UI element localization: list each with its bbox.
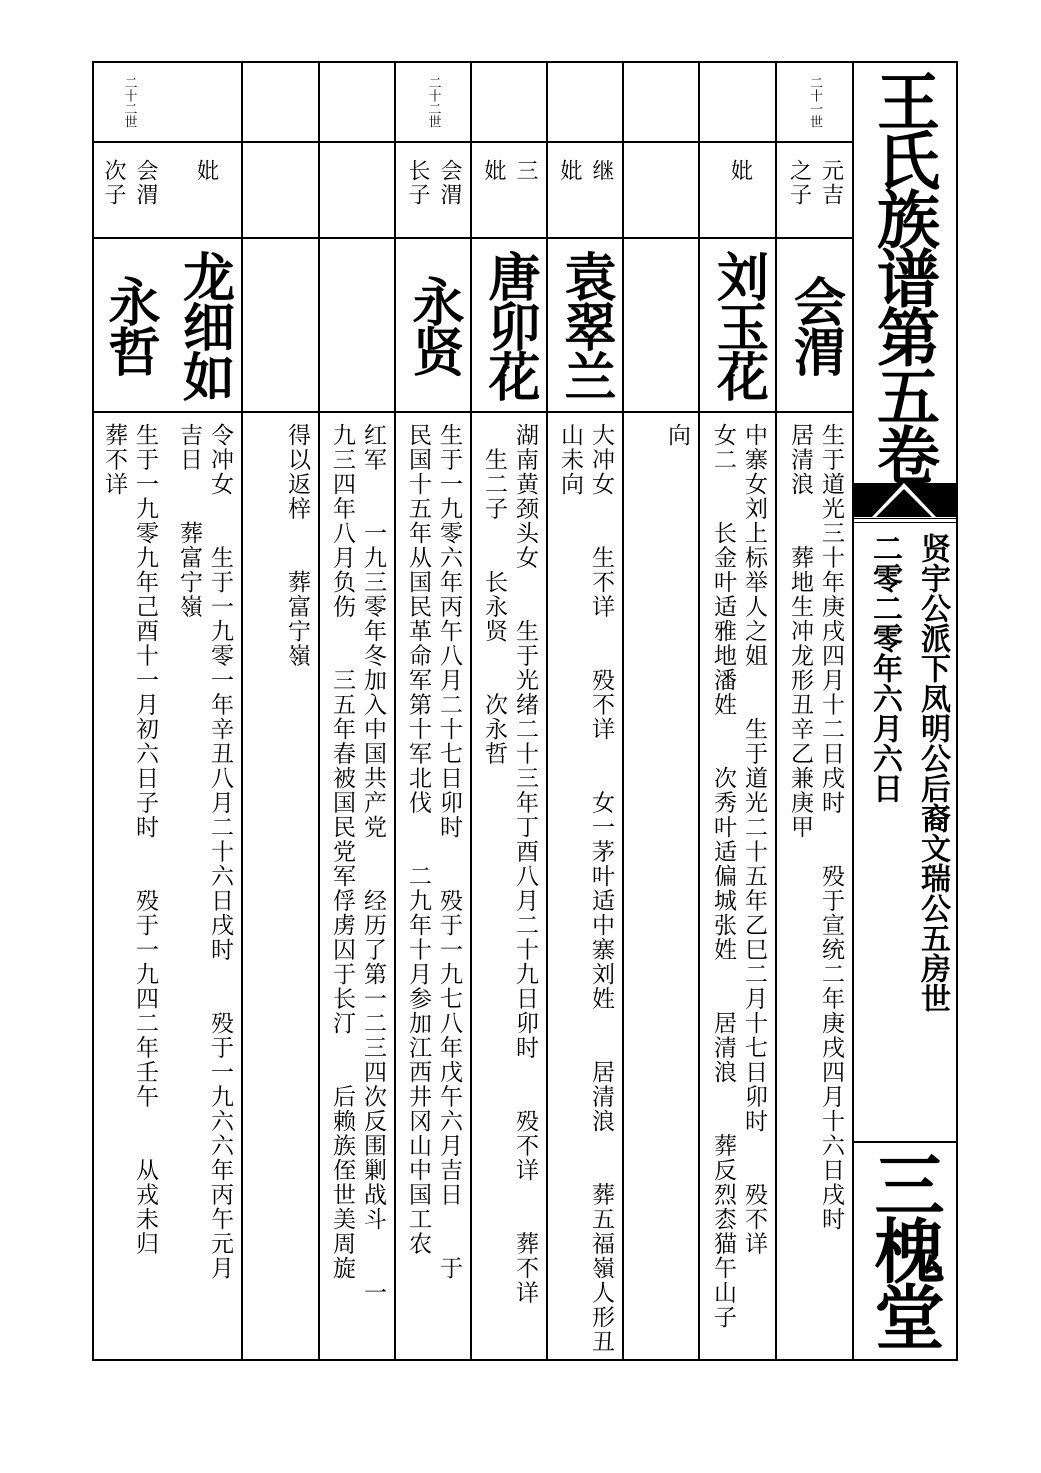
name-cell	[396, 239, 470, 413]
genealogy-page-frame	[92, 61, 958, 1361]
person-name: 袁翠兰	[555, 250, 616, 400]
relation-line-1: 会渭	[437, 159, 462, 207]
relation-cell	[472, 141, 546, 239]
biography-text: 中寨女刘上标举人之姐 生于道光二十五年乙巳二月十七日卯时 殁不详 女二 长金叶适雅地潘姓 次秀叶适偏城张姓 居清浪 葬反烈枩猫午山子	[710, 423, 767, 1330]
hall-name-cell	[852, 1143, 956, 1359]
biography-text: 向	[664, 423, 690, 448]
relation-line-1: 继	[589, 159, 614, 183]
biography-text: 生于一九零六年丙午八月二十七日卯时 殁于一九七八年戊午六月吉日 于 民国十五年从国民革命军第十军北伐 二九年十月参加江西井冈山中国工农	[405, 423, 462, 1281]
name-cell	[777, 239, 852, 413]
hall-name: 三槐堂	[863, 1149, 946, 1347]
generation-cell	[472, 63, 546, 143]
name-cell	[472, 239, 546, 413]
person-name: 刘玉花	[707, 250, 769, 400]
relation-line-1: 元吉	[818, 159, 844, 207]
name-cell	[166, 239, 241, 413]
relation-line-2: 妣	[481, 159, 506, 183]
biography-text: 生于一九零九年己酉十一月初六日子时 殁于一九四二年壬午 从戎未归 葬不详	[101, 423, 158, 1256]
person-column	[700, 63, 777, 1359]
relation-cell	[243, 141, 318, 239]
person-column	[396, 63, 472, 1359]
banner-rule	[852, 518, 956, 523]
biography-cell	[243, 411, 318, 1359]
subtitle-lineage: 贤宇公派下凤明公后裔文瑞公五房世	[915, 533, 950, 1013]
relation-cell	[548, 141, 622, 239]
relation-cell	[320, 141, 394, 239]
relation-line-1: 三	[513, 159, 538, 183]
biography-text: 生于道光三十年庚戌四月十二日戌时 殁于宣统二年庚戌四月十六日戌时 居清浪 葬地生冲龙形丑辛乙兼庚甲	[787, 423, 844, 1232]
name-cell	[624, 239, 698, 413]
relation-cell	[166, 141, 241, 239]
name-cell	[320, 239, 394, 413]
relation-line-2: 之子	[786, 159, 812, 207]
generation-cell	[166, 63, 241, 143]
person-column	[777, 63, 854, 1359]
biography-text: 湖南黄颈头女 生于光绪二十三年丁酉八月二十九日卯时 殁不详 葬不详 生二子 长永贤 次永哲	[481, 423, 538, 1305]
subtitle-block	[866, 533, 950, 1153]
generation-cell	[624, 63, 698, 143]
biography-cell	[92, 411, 166, 1359]
relation-line-1: 妣	[727, 159, 753, 183]
biography-cell	[624, 411, 698, 1359]
generation-label: 二十二世	[121, 76, 137, 128]
generation-label: 二十二世	[425, 76, 441, 128]
person-column	[472, 63, 548, 1359]
main-title-cell	[852, 63, 956, 483]
title-panel-divider	[852, 63, 854, 1359]
banner-notch-inner	[876, 489, 932, 517]
page-title: 王氏族谱第五卷	[867, 69, 941, 482]
biography-cell	[777, 411, 852, 1359]
biography-text: 大冲女 生不详 殁不详 女一茅叶适中寨刘姓 居清浪 葬五福嶺人形丑 山未向	[557, 423, 614, 1354]
generation-cell	[243, 63, 318, 143]
name-cell	[548, 239, 622, 413]
generation-cell	[92, 63, 166, 143]
person-name: 永哲	[99, 275, 160, 375]
relation-cell	[396, 141, 470, 239]
biography-text: 得以返梓 葬富宁嶺	[284, 423, 310, 668]
person-column	[166, 63, 243, 1359]
name-cell	[700, 239, 775, 413]
generation-cell	[548, 63, 622, 143]
title-banner	[852, 483, 956, 517]
person-name: 龙细如	[173, 250, 235, 400]
relation-cell	[92, 141, 166, 239]
biography-text: 红军 一九三零年冬加入中国共产党 经历了第一二三四次反围剿战斗 一 九三四年八月负伤 三五年春被国民党军俘虏囚于长汀 后赖族侄世美周旋	[329, 423, 386, 1305]
relation-line-1: 妣	[193, 159, 219, 183]
biography-cell	[396, 411, 470, 1359]
person-column	[92, 63, 166, 1359]
biography-cell	[700, 411, 775, 1359]
generation-cell	[320, 63, 394, 143]
relation-cell	[700, 141, 775, 239]
generation-cell	[777, 63, 852, 143]
name-cell	[92, 239, 166, 413]
biography-cell	[166, 411, 241, 1359]
relation-cell	[624, 141, 698, 239]
person-name: 唐卯花	[479, 250, 540, 400]
biography-cell	[320, 411, 394, 1359]
biography-text: 令冲女 生于一九零一年辛丑八月二十六日戌时 殁于一九六六年丙午元月 吉日 葬富宁嶺	[176, 423, 233, 1281]
relation-line-1: 会渭	[133, 159, 158, 207]
person-column	[320, 63, 396, 1359]
relation-line-2: 妣	[557, 159, 582, 183]
name-cell	[243, 239, 318, 413]
subtitle-date: 二零二零年六月六日	[867, 533, 902, 803]
person-column	[243, 63, 320, 1359]
relation-line-2: 长子	[405, 159, 430, 207]
person-column	[548, 63, 624, 1359]
person-name: 会渭	[784, 275, 846, 375]
person-column	[624, 63, 700, 1359]
person-name: 永贤	[403, 275, 464, 375]
generation-cell	[700, 63, 775, 143]
biography-cell	[472, 411, 546, 1359]
generation-cell	[396, 63, 470, 143]
generation-label: 二十一世	[807, 76, 822, 128]
biography-cell	[548, 411, 622, 1359]
relation-line-2: 次子	[101, 159, 126, 207]
title-panel	[852, 63, 956, 1359]
relation-cell	[777, 141, 852, 239]
